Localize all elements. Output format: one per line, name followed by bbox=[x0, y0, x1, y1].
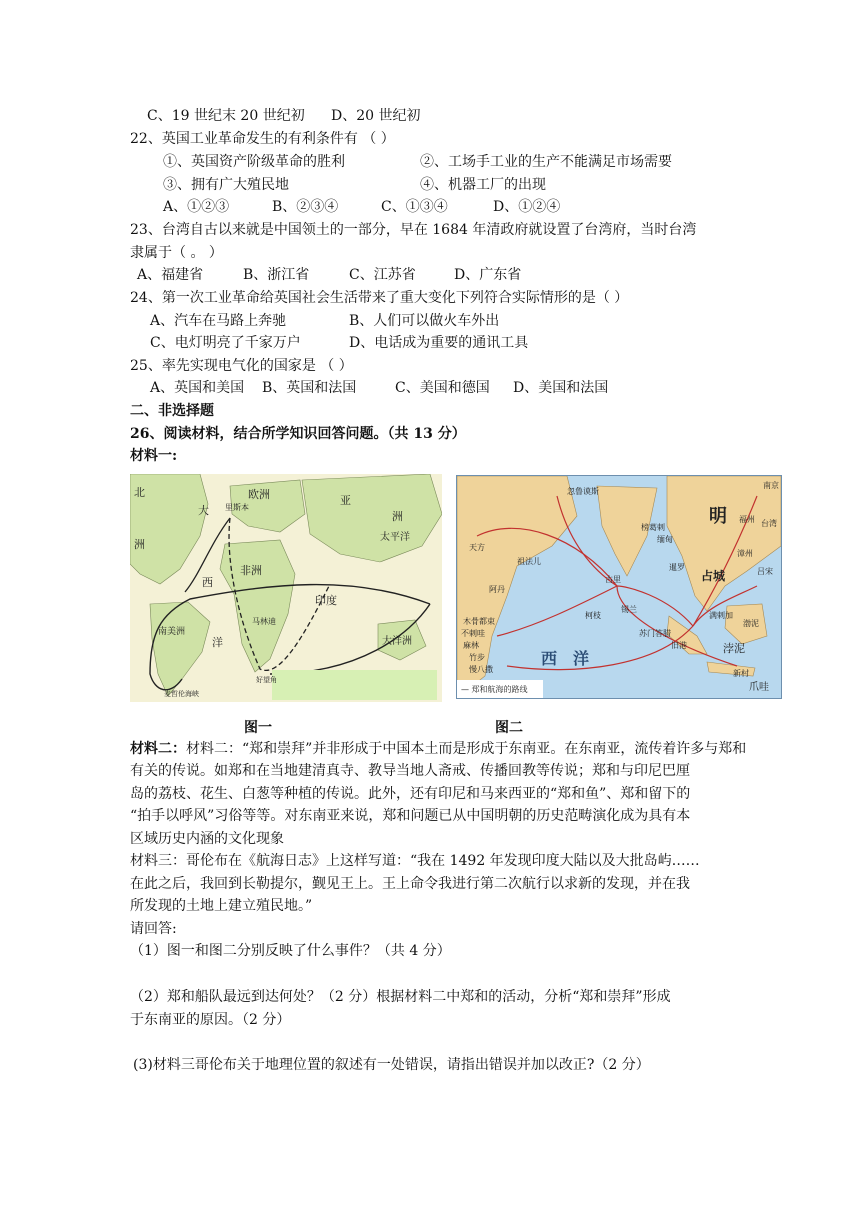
material-3-line-2: 在此之后，我回到长勒提尔，觐见王上。王上命令我进行第二次航行以求新的发现，并在我 bbox=[130, 876, 690, 892]
fig2-label-xianluo: 暹罗 bbox=[669, 563, 685, 572]
material-2-text-1: 材料二：“郑和崇拜”并非形成于中国本土而是形成于东南亚。在东南亚，流传着许多与郑和 bbox=[186, 741, 747, 757]
q24-option-c: C、电灯明亮了千家万户 bbox=[150, 335, 301, 351]
fig1-label-nanmei: 南美洲 bbox=[158, 627, 186, 637]
fig2-label-aden: 阿丹 bbox=[489, 585, 505, 594]
fig1-label-zhou: 洲 bbox=[134, 538, 145, 551]
fig2-label-manlajia: 满剌加 bbox=[709, 611, 733, 620]
fig1-label-lisbon: 里斯本 bbox=[225, 503, 249, 512]
fig2-label-guli: 古里 bbox=[605, 575, 621, 584]
fig2-label-zhubu: 竹步 bbox=[469, 653, 485, 662]
fig2-label-mugudushu: 木骨都束 bbox=[463, 617, 495, 626]
fig2-label-bulawa: 不剌哇 bbox=[461, 629, 485, 638]
q22-stem: 22、英国工业革命发生的有利条件有 （ ） bbox=[130, 131, 395, 147]
figure-1-world-map bbox=[130, 474, 442, 702]
fig2-label-bonijia: 渤泥 bbox=[743, 619, 759, 628]
material-3-line-3: 所发现的土地上建立殖民地。” bbox=[130, 898, 313, 914]
q23-stem-line1: 23、台湾自古以来就是中国领土的一部分，早在 1684 年清政府就设置了台湾府，当时台湾 bbox=[130, 222, 697, 238]
fig1-label-feizhou: 非洲 bbox=[240, 564, 262, 577]
fig1-label-da: 大 bbox=[198, 504, 209, 517]
q23-option-a: A、福建省 bbox=[137, 267, 204, 283]
material-2-line-2: 有关的传说。如郑和在当地建清真寺、教导当地人斋戒、传播回教等传说；郑和与印尼巴厘 bbox=[130, 763, 690, 779]
material-2-line-1: 材料二：材料二：“郑和崇拜”并非形成于中国本土而是形成于东南亚。在东南亚，流传着许多与郑和 bbox=[130, 741, 747, 757]
material-2-line-5: 区域历史内涵的文化现象 bbox=[130, 831, 284, 847]
fig1-label-yang: 洋 bbox=[212, 636, 223, 649]
material-3-line-1: 材料三：哥伦布在《航海日志》上这样写道：“我在 1492 年发现印度大陆以及大批岛屿…… bbox=[130, 853, 700, 869]
q25-option-b: B、英国和法国 bbox=[262, 380, 357, 396]
fig2-label-xilan: 锡兰 bbox=[621, 605, 637, 614]
figure-1-caption: 图一 bbox=[244, 720, 272, 736]
q25-option-c: C、美国和德国 bbox=[395, 380, 490, 396]
q23-option-c: C、江苏省 bbox=[349, 267, 416, 283]
q23-option-d: D、广东省 bbox=[454, 267, 522, 283]
fig2-label-nanjing: 南京 bbox=[763, 481, 779, 490]
q24-option-d: D、电话成为重要的通讯工具 bbox=[349, 335, 529, 351]
fig2-label-zufaer: 祖法儿 bbox=[517, 557, 541, 566]
q25-option-a: A、英国和美国 bbox=[150, 380, 245, 396]
fig2-label-miandian: 缅甸 bbox=[657, 535, 673, 544]
material-2-line-3: 岛的荔枝、花生、白葱等种植的传说。此外，还有印尼和马来西亚的“郑和鱼”、郑和留下的 bbox=[130, 786, 691, 802]
q23-stem-line2: 隶属于（ 。 ） bbox=[130, 245, 223, 261]
fig2-label-bangge: 榜葛剌 bbox=[641, 523, 665, 532]
fig2-label-kezhi: 柯枝 bbox=[585, 611, 601, 620]
fig2-label-zhancheng: 占城 bbox=[701, 569, 726, 583]
q25-stem: 25、率先实现电气化的国家是 （ ） bbox=[130, 358, 353, 374]
fig2-label-tianfang: 天方 bbox=[469, 543, 485, 552]
fig1-label-ouzhou: 欧洲 bbox=[248, 488, 270, 501]
fig2-legend: — 郑和航海的路线 bbox=[461, 685, 528, 694]
fig2-label-ming: 明 bbox=[709, 506, 727, 527]
q24-option-a: A、汽车在马路上奔驰 bbox=[150, 313, 287, 329]
fig1-label-ya: 亚 bbox=[340, 494, 351, 507]
sub-question-2-line-2: 于东南亚的原因。（2 分） bbox=[130, 1012, 291, 1028]
fig1-label-xi: 西 bbox=[202, 576, 213, 589]
fig2-label-zhuawa: 爪哇 bbox=[749, 682, 769, 693]
fig2-label-xiyang: 西 洋 bbox=[541, 649, 590, 668]
answer-prompt: 请回答: bbox=[130, 921, 177, 937]
q22-item-4: ④、机器工厂的出现 bbox=[420, 177, 546, 193]
fig2-label-fuzhou: 福州 bbox=[739, 515, 755, 524]
q22-option-d: D、①②④ bbox=[493, 199, 561, 215]
fig1-label-malindi: 马林迪 bbox=[252, 617, 276, 626]
q22-item-1: ①、英国资产阶级革命的胜利 bbox=[163, 154, 345, 170]
q22-item-2: ②、工场手工业的生产不能满足市场需要 bbox=[420, 154, 672, 170]
q22-item-3: ③、拥有广大殖民地 bbox=[163, 177, 289, 193]
fig2-label-manbasa: 慢八撒 bbox=[469, 665, 493, 674]
fig1-label-ya2: 洲 bbox=[392, 510, 403, 523]
fig1-label-dayang: 大洋洲 bbox=[382, 636, 412, 647]
q21-option-d: D、20 世纪初 bbox=[331, 108, 421, 124]
fig2-label-zhangzhou: 漳州 bbox=[737, 549, 753, 558]
figure-2-zhenghe-map bbox=[456, 475, 782, 699]
fig1-label-haowang: 好望角 bbox=[256, 676, 277, 684]
fig2-label-hulumosi: 忽鲁谟斯 bbox=[567, 487, 599, 496]
q22-option-b: B、②③④ bbox=[272, 199, 339, 215]
sub-question-1: （1）图一和图二分别反映了什么事件？（共 4 分） bbox=[130, 943, 451, 959]
fig1-label-yindu: 印度 bbox=[315, 594, 337, 607]
q24-option-b: B、人们可以做火车外出 bbox=[349, 313, 500, 329]
fig2-label-lvsong: 吕宋 bbox=[757, 567, 773, 576]
q22-option-a: A、①②③ bbox=[163, 199, 230, 215]
q26-title: 26、阅读材料，结合所学知识回答问题。（共 13 分） bbox=[130, 426, 466, 442]
fig2-label-malin: 麻林 bbox=[463, 641, 479, 650]
fig1-label-bei: 北 bbox=[134, 486, 145, 499]
fig1-label-taiping: 太平洋 bbox=[380, 532, 410, 543]
sub-question-2-line-1: （2）郑和船队最远到达何处？（2 分）根据材料二中郑和的活动，分析“郑和崇拜”形成 bbox=[130, 989, 671, 1005]
fig2-label-sumendala: 苏门答腊 bbox=[639, 629, 671, 638]
q24-stem: 24、第一次工业革命给英国社会生活带来了重大变化下列符合实际情形的是（ ） bbox=[130, 290, 629, 306]
sub-question-3: (3)材料三哥伦布关于地理位置的叙述有一处错误，请指出错误并加以改正?（2 分） bbox=[133, 1057, 650, 1073]
fig2-label-pufa: 浡泥 bbox=[723, 642, 745, 655]
material-2-line-4: “拍手以呼风”习俗等等。对东南亚来说，郑和问题已从中国明朝的历史范畴演化成为具有本 bbox=[130, 808, 691, 824]
fig2-label-jiugang: 旧港 bbox=[671, 641, 687, 650]
q23-option-b: B、浙江省 bbox=[243, 267, 310, 283]
q21-option-c: C、19 世纪末 20 世纪初 bbox=[147, 108, 305, 124]
fig2-label-xincun: 新村 bbox=[733, 669, 749, 678]
fig1-label-magellan: 麦哲伦海峡 bbox=[164, 690, 199, 698]
figure-2-caption: 图二 bbox=[495, 720, 523, 736]
material-1-label: 材料一: bbox=[130, 448, 178, 464]
fig2-label-taiwan: 台湾 bbox=[761, 519, 777, 528]
q22-option-c: C、①③④ bbox=[381, 199, 448, 215]
section-title: 二、非选择题 bbox=[130, 403, 214, 419]
q25-option-d: D、美国和法国 bbox=[513, 380, 609, 396]
